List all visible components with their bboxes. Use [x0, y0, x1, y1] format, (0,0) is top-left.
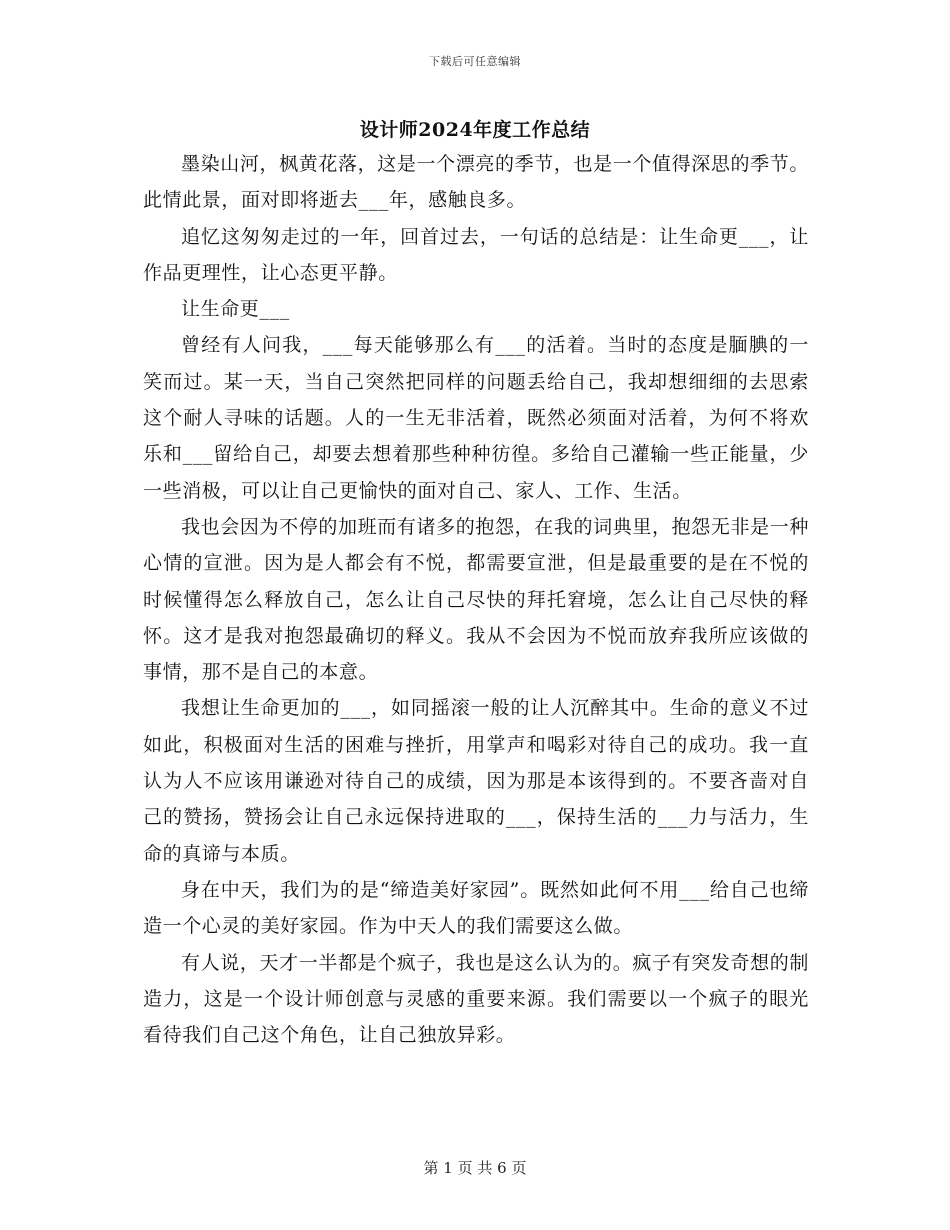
paragraph: 我也会因为不停的加班而有诸多的抱怨，在我的词典里，抱怨无非是一种心情的宣泄。因为是人都会有不悦，都需要宣泄，但是最重要的是在不悦的时候懂得怎么释放自己，怎么让自己尽快的拜托窘境，怎么让自己尽快的释怀。这才是我对抱怨最确切的释义。我从不会因为不悦而放弃我所应该做的事情，那不是自己的本意。	[143, 515, 809, 684]
section-heading: 让生命更___	[181, 298, 290, 321]
page-number: 第 1 页 共 6 页	[423, 1159, 527, 1177]
paragraph: 墨染山河，枫黄花落，这是一个漂亮的季节，也是一个值得深思的季节。此情此景，面对即将逝去___年，感触良多。	[143, 153, 809, 212]
page-header-note: 下载后可任意编辑	[429, 55, 521, 68]
document-title: 设计师2024年度工作总结	[359, 119, 591, 141]
paragraph: 追忆这匆匆走过的一年，回首过去，一句话的总结是：让生命更___，让作品更理性，让心态更平静。	[143, 225, 809, 284]
paragraph: 有人说，天才一半都是个疯子，我也是这么认为的。疯子有突发奇想的制造力，这是一个设计师创意与灵感的重要来源。我们需要以一个疯子的眼光看待我们自己这个角色，让自己独放异彩。	[143, 951, 809, 1047]
paragraph: 曾经有人问我，___每天能够那么有___的活着。当时的态度是腼腆的一笑而过。某一天，当自己突然把同样的问题丢给自己，我却想细细的去思索这个耐人寻味的话题。人的一生无非活着，既然必须面对活着，为何不将欢乐和___留给自己，却要去想着那些种种彷徨。多给自己灌输一些正能量，少一些消极，可以让自己更愉快的面对自己、家人、工作、生活。	[143, 334, 809, 502]
document-body	[143, 146, 809, 1053]
paragraph: 身在中天，我们为的是“缔造美好家园”。既然如此何不用___给自己也缔造一个心灵的美好家园。作为中天人的我们需要这么做。	[143, 878, 809, 938]
paragraph: 我想让生命更加的___，如同摇滚一般的让人沉醉其中。生命的意义不过如此，积极面对生活的困难与挫折，用掌声和喝彩对待自己的成功。我一直认为人不应该用谦逊对待自己的成绩，因为那是本该得到的。不要吝啬对自己的赞扬，赞扬会让自己永远保持进取的___，保持生活的___力与活力，生命的真谛与本质。	[143, 697, 809, 865]
